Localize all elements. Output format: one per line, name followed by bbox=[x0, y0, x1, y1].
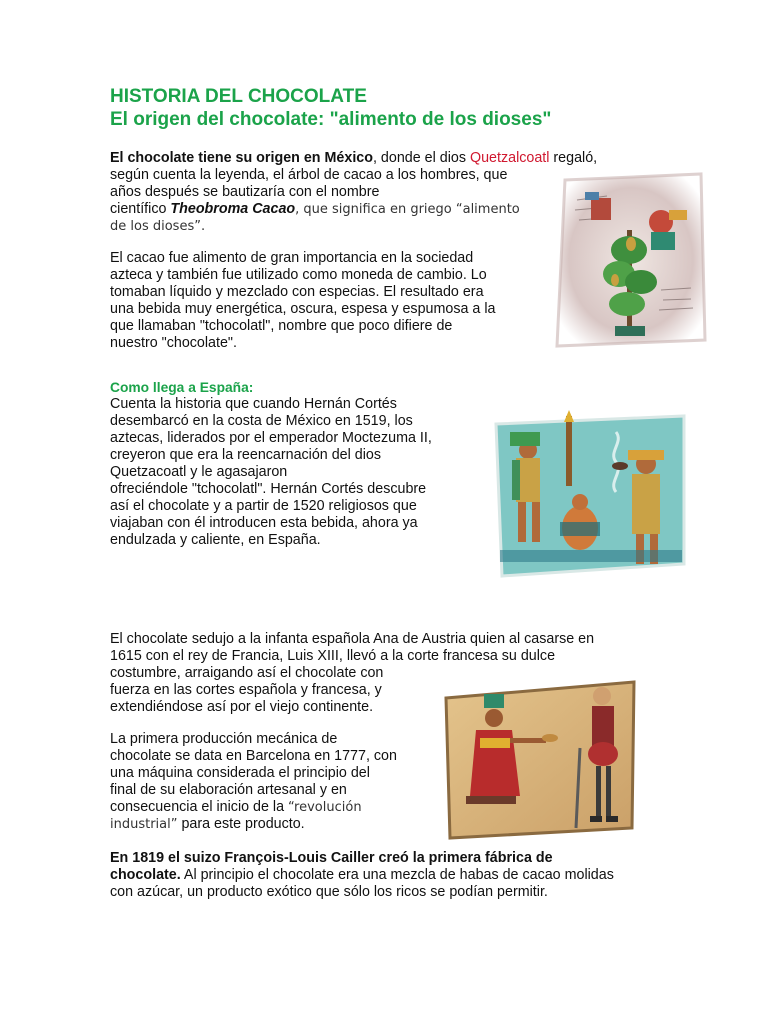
s3-line5-thin: “revolución bbox=[288, 800, 362, 815]
s2-line: Cuenta la historia que cuando Hernán Cortés bbox=[110, 396, 397, 412]
s3-p3-line3: con azúcar, un producto exótico que sólo los ricos se podían permitir. bbox=[110, 884, 548, 900]
s1-p2-line: azteca y también fue utilizado como moneda de cambio. Lo bbox=[110, 267, 487, 283]
s3-p2-line6 bbox=[110, 816, 305, 833]
s2-line: desembarcó en la costa de México en 1519, los bbox=[110, 413, 413, 429]
s3-p1-line: costumbre, arraigando así el chocolate con bbox=[110, 665, 384, 681]
section-heading-espana: Como llega a España: bbox=[110, 380, 254, 395]
s2-line: Quetzacoatl y le agasajaron bbox=[110, 464, 288, 480]
god-name: Quetzalcoatl bbox=[469, 150, 550, 166]
s1-p1-line1 bbox=[110, 150, 597, 167]
s1-line4-post: , que significa en griego “alimento bbox=[295, 202, 520, 217]
s2-line: ofreciéndole "tchocolatl". Hernán Cortés descubre bbox=[110, 481, 427, 497]
s2-line: creyeron que era la reencarnación del dios bbox=[110, 447, 382, 463]
s3-p1-line: fuerza en las cortes española y francesa, y bbox=[110, 682, 382, 698]
scientific-name: Theobroma Cacao bbox=[170, 201, 296, 217]
s3-line6-thin: industrial” bbox=[110, 817, 178, 832]
s2-line: así el chocolate y a partir de 1520 religiosos que bbox=[110, 498, 417, 514]
s1-bold-lead: El chocolate tiene su origen en México bbox=[110, 150, 373, 166]
s1-line4-pre: científico bbox=[110, 201, 171, 217]
s1-p1-line3: años después se bautizaría con el nombre bbox=[110, 184, 380, 200]
s1-p1-line2: según cuenta la leyenda, el árbol de cacao a los hombres, que bbox=[110, 167, 508, 183]
s1-after-lead: , donde el dios bbox=[372, 150, 470, 166]
page-title: HISTORIA DEL CHOCOLATE bbox=[110, 86, 367, 107]
s3-p2-line: una máquina considerada el principio del bbox=[110, 765, 370, 781]
moctezuma-cortes-image bbox=[440, 678, 640, 843]
s1-p1-line5: de los dioses”. bbox=[110, 219, 206, 234]
s3-p3-line2 bbox=[110, 867, 614, 884]
s3-line6-post: para este producto. bbox=[177, 816, 305, 832]
s2-line: viajaban con él introducen esta bebida, ahora ya bbox=[110, 515, 418, 531]
s1-p2-line: tomaban líquido y mezclado con especias. El resultado era bbox=[110, 284, 484, 300]
s3-line5-pre: consecuencia el inicio de la bbox=[110, 799, 289, 815]
s3-p1-line: 1615 con el rey de Francia, Luis XIII, llevó a la corte francesa su dulce bbox=[110, 648, 556, 664]
s1-p2-line: una bebida muy energética, oscura, espesa y espumosa a la bbox=[110, 301, 496, 317]
s1-p2-line: El cacao fue alimento de gran importancia en la sociedad bbox=[110, 250, 474, 266]
s3-p3-line2-post: Al principio el chocolate era una mezcla de habas de cacao molidas bbox=[180, 867, 614, 883]
s3-p2-line: La primera producción mecánica de bbox=[110, 731, 338, 747]
cailler-bold: En 1819 el suizo François-Louis Cailler creó la primera fábrica de bbox=[110, 850, 553, 866]
s1-p2-line: que llamaban "tchocolatl", nombre que poco difiere de bbox=[110, 318, 453, 334]
s1-p2-line: nuestro "chocolate". bbox=[110, 335, 237, 351]
s3-p2-line5 bbox=[110, 799, 362, 816]
s3-p1-line: El chocolate sedujo a la infanta española Ana de Austria quien al casarse en bbox=[110, 631, 595, 647]
s3-p2-line: chocolate se data en Barcelona en 1777, con bbox=[110, 748, 397, 764]
codex-cacao-tree-image bbox=[551, 170, 708, 348]
s1-p1-line4 bbox=[110, 201, 520, 218]
s1-after-god: regaló, bbox=[549, 150, 598, 166]
chocolate-bold: chocolate. bbox=[110, 867, 181, 883]
s2-line: endulzada y caliente, en España. bbox=[110, 532, 321, 548]
s3-p1-line: extendiéndose así por el viejo continente. bbox=[110, 699, 374, 715]
s3-p2-line: final de su elaboración artesanal y en bbox=[110, 782, 347, 798]
s2-line: aztecas, liderados por el emperador Moctezuma II, bbox=[110, 430, 432, 446]
aztec-offering-image bbox=[488, 410, 688, 580]
s3-p3-line1 bbox=[110, 850, 553, 867]
page-subtitle: El origen del chocolate: "alimento de los dioses" bbox=[110, 109, 552, 130]
